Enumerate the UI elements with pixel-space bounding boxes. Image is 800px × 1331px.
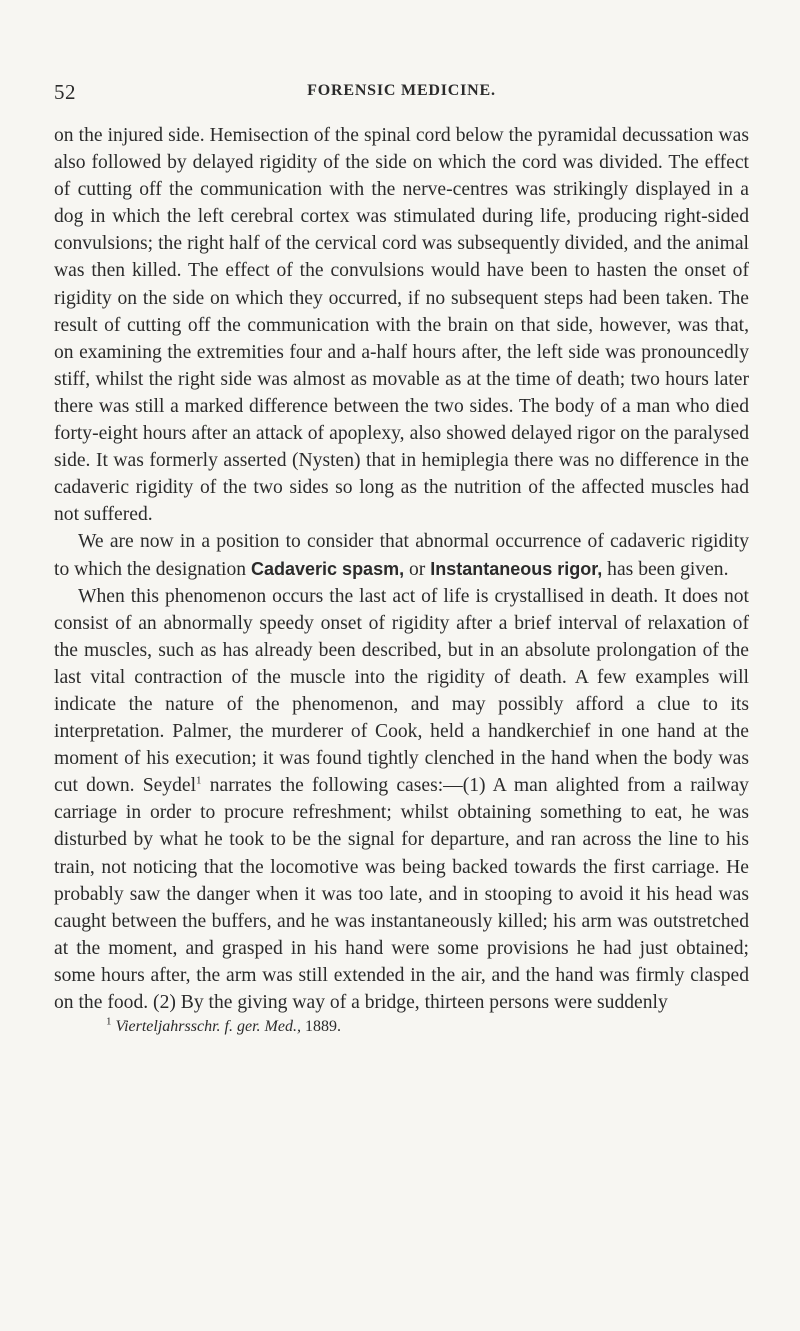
paragraph-1: on the injured side. Hemisection of the spinal cord below the pyramidal decussation was also followed by delayed rigidity of the side on which the cord was divided. The effect of cutting off the communication with the nerve-centres was strikingly displayed in a dog in which the left cerebral cortex was stimulated during life, producing right-sided convulsions; the right half of the cervical cord was subsequently divided, and the animal was then killed. The effect of the convulsions would have been to hasten the onset of rigidity on the side on which they occurred, if no subsequent steps had been taken. The result of cutting off the communication with the brain on that side, however, was that, on examining the extremities four and a-half hours after, the left side was pronouncedly stiff, whilst the right side was almost as movable as at the time of death; two hours later there was still a marked difference between the two sides. The body of a man who died forty-eight hours after an attack of apoplexy, also showed delayed rigor on the paralysed side. It was formerly asserted (Nysten) that in hemiplegia there was no difference in the cadaveric rigidity of the two sides so long as the nutrition of the affected muscles had not suffered. <box>54 125 749 526</box>
running-head: FORENSIC MEDICINE. <box>307 82 496 99</box>
footnote-year: 1889. <box>304 1018 341 1036</box>
page <box>54 80 749 1037</box>
paragraph-3-text-b: narrates the following cases:—(1) A man alighted from a railway carriage in order to procure refreshment; whilst obtaining something to eat, he was disturbed by what he took to be the signal for departure, and ran across the line to his train, not noticing that the locomotive was being backed towards the first carriage. He probably saw the danger when it was too late, and in stooping to avoid it his head was caught between the buffers, and he was instantaneously killed; his arm was outstretched at the moment, and grasped in his hand were some provisions he had just obtained; some hours after, the arm was still extended in the air, and the hand was firmly clasped on the food. (2) By the giving way of a bridge, thirteen persons were suddenly <box>54 775 749 1013</box>
page-number: 52 <box>54 80 76 104</box>
paragraph-3 <box>54 583 749 1017</box>
body-text <box>54 122 749 1016</box>
footnote-reference: 1 <box>196 774 202 787</box>
footnote <box>54 1017 749 1037</box>
footnote-source-title: Vierteljahrsschr. f. ger. Med., <box>115 1018 301 1036</box>
term-cadaveric-spasm: Cadaveric spasm, <box>251 558 405 579</box>
paragraph-2-end: has been given. <box>607 558 729 580</box>
footnote-marker: 1 <box>106 1015 112 1028</box>
page-header <box>54 80 749 106</box>
paragraph-2 <box>54 528 749 582</box>
paragraph-2-or: or <box>409 558 426 580</box>
term-instantaneous-rigor: Instantaneous rigor, <box>430 558 603 579</box>
paragraph-2-text: We are now in a position to consider that abnormal occurrence of cadaveric rigidity to which the designation <box>54 531 749 580</box>
paragraph-3-text-a: When this phenomenon occurs the last act of life is crystallised in death. It does not consist of an abnormally speedy onset of rigidity after a brief interval of relaxation of the muscles, such as has already been described, but in an absolute prolongation of the last vital contraction of the muscle into the rigidity of death. A few examples will indicate the nature of the phenomenon, and may possibly afford a clue to its interpretation. Palmer, the murderer of Cook, held a handkerchief in one hand at the moment of his execution; it was found tightly clenched in the hand when the body was cut down. Seydel <box>54 585 749 797</box>
